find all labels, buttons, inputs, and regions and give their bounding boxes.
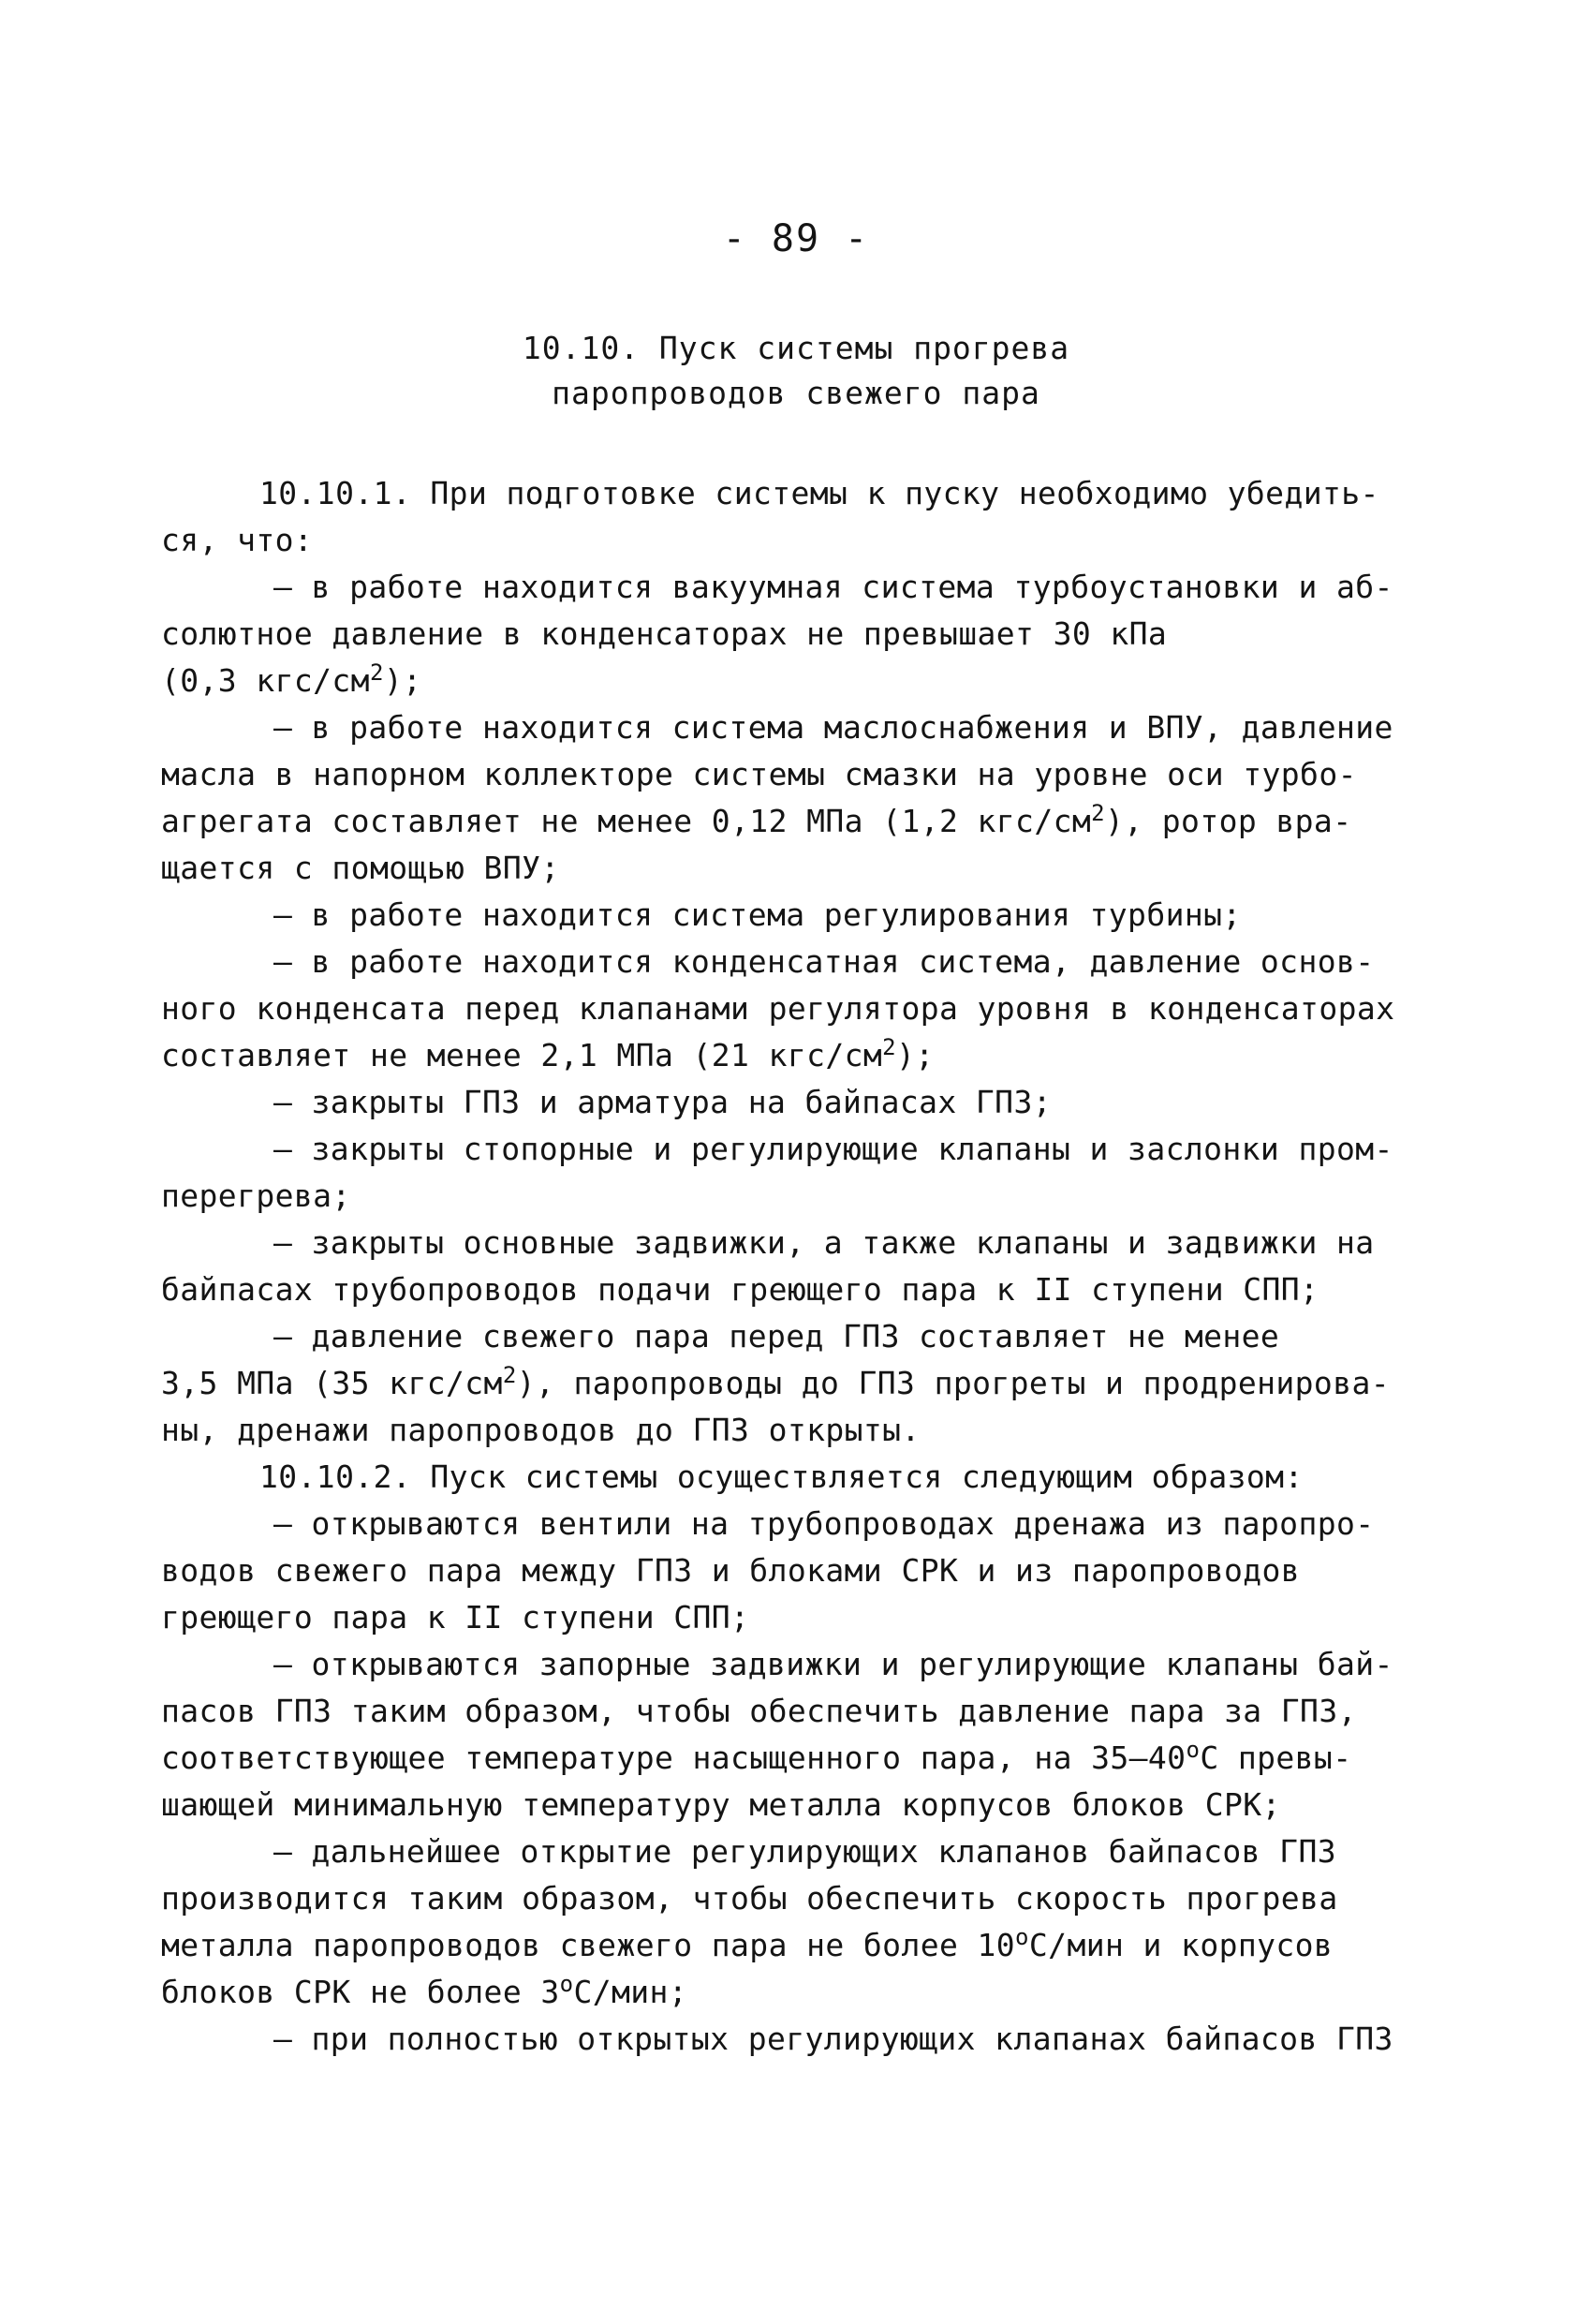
page-number: - 89 - [722, 217, 870, 260]
text-line: ны, дренажи паропроводов до ГПЗ открыты. [161, 1412, 921, 1448]
text-line: греющего пара к II ступени СПП; [161, 1599, 750, 1636]
text-line: – открываются вентили на трубопроводах дренажа из паропро- [273, 1505, 1375, 1542]
text-line: 3,5 МПа (35 кгс/$см^2$), паропроводы до ГПЗ прогреты и продренирова- [161, 1362, 1391, 1401]
text-line: – открываются запорные задвижки и регулирующие клапаны бай- [273, 1646, 1393, 1682]
section-heading-line-1: 10.10. Пуск системы прогрева [522, 330, 1070, 366]
text-line: ся, что: [161, 522, 314, 558]
text-line: 10.10.2. Пуск системы осуществляется следующим образом: [259, 1458, 1304, 1495]
text-line: составляет не менее 2,1 МПа (21 кгс/$см^2$); [161, 1034, 935, 1073]
text-line: – в работе находится конденсатная система, давление основ- [273, 943, 1375, 980]
text-line: – дальнейшее открытие регулирующих клапанов байпасов ГПЗ [273, 1833, 1336, 1870]
text-line: байпасах трубопроводов подачи греющего пара к II ступени СПП; [161, 1271, 1319, 1308]
text-line: водов свежего пара между ГПЗ и блоками СРК и из паропроводов [161, 1552, 1301, 1589]
text-line: блоков СРК не более $3^оС$/мин; [161, 1971, 688, 2010]
section-heading-line-2: паропроводов свежего пара [552, 375, 1040, 411]
text-line: солютное давление в конденсаторах не превышает 30 кПа [161, 615, 1168, 652]
text-line: – в работе находится система регулирования турбины; [273, 896, 1242, 933]
text-line: 10.10.1. При подготовке системы к пуску необходимо убедить- [259, 475, 1379, 511]
text-line: масла в напорном коллекторе системы смазки на уровне оси турбо- [161, 756, 1357, 792]
text-line: – при полностью открытых регулирующих клапанах байпасов ГПЗ [273, 2021, 1393, 2057]
text-line: перегрева; [161, 1177, 351, 1214]
text-line: пасов ГПЗ таким образом, чтобы обеспечить давление пара за ГПЗ, [161, 1693, 1357, 1729]
text-line: (0,3 кгс/$см^2$); [161, 659, 422, 699]
text-line: – закрыты основные задвижки, а также клапаны и задвижки на [273, 1224, 1375, 1261]
text-line: производится таким образом, чтобы обеспечить скорость прогрева [161, 1880, 1338, 1917]
text-line: шающей минимальную температуру металла корпусов блоков СРК; [161, 1786, 1281, 1823]
text-line: – закрыты ГПЗ и арматура на байпасах ГПЗ; [273, 1084, 1052, 1120]
text-line: агрегата составляет не менее 0,12 МПа (1,2 кгс/$см^2$), ротор вра- [161, 800, 1352, 839]
text-line: ного конденсата перед клапанами регулятора уровня в конденсаторах [161, 990, 1395, 1027]
text-line: щается с помощью ВПУ; [161, 850, 560, 886]
text-line: – в работе находится вакуумная система турбоустановки и аб- [273, 569, 1393, 605]
text-line: соответствующее температуре насыщенного пара, на $35-40^оС$ превы- [161, 1737, 1352, 1776]
text-line: – закрыты стопорные и регулирующие клапаны и заслонки пром- [273, 1131, 1393, 1167]
text-line: – давление свежего пара перед ГПЗ составляет не менее [273, 1318, 1280, 1354]
text-line: – в работе находится система маслоснабжения и ВПУ, давление [273, 709, 1393, 746]
text-line: металла паропроводов свежего пара не более $10^оС$/мин и корпусов [161, 1924, 1334, 1963]
